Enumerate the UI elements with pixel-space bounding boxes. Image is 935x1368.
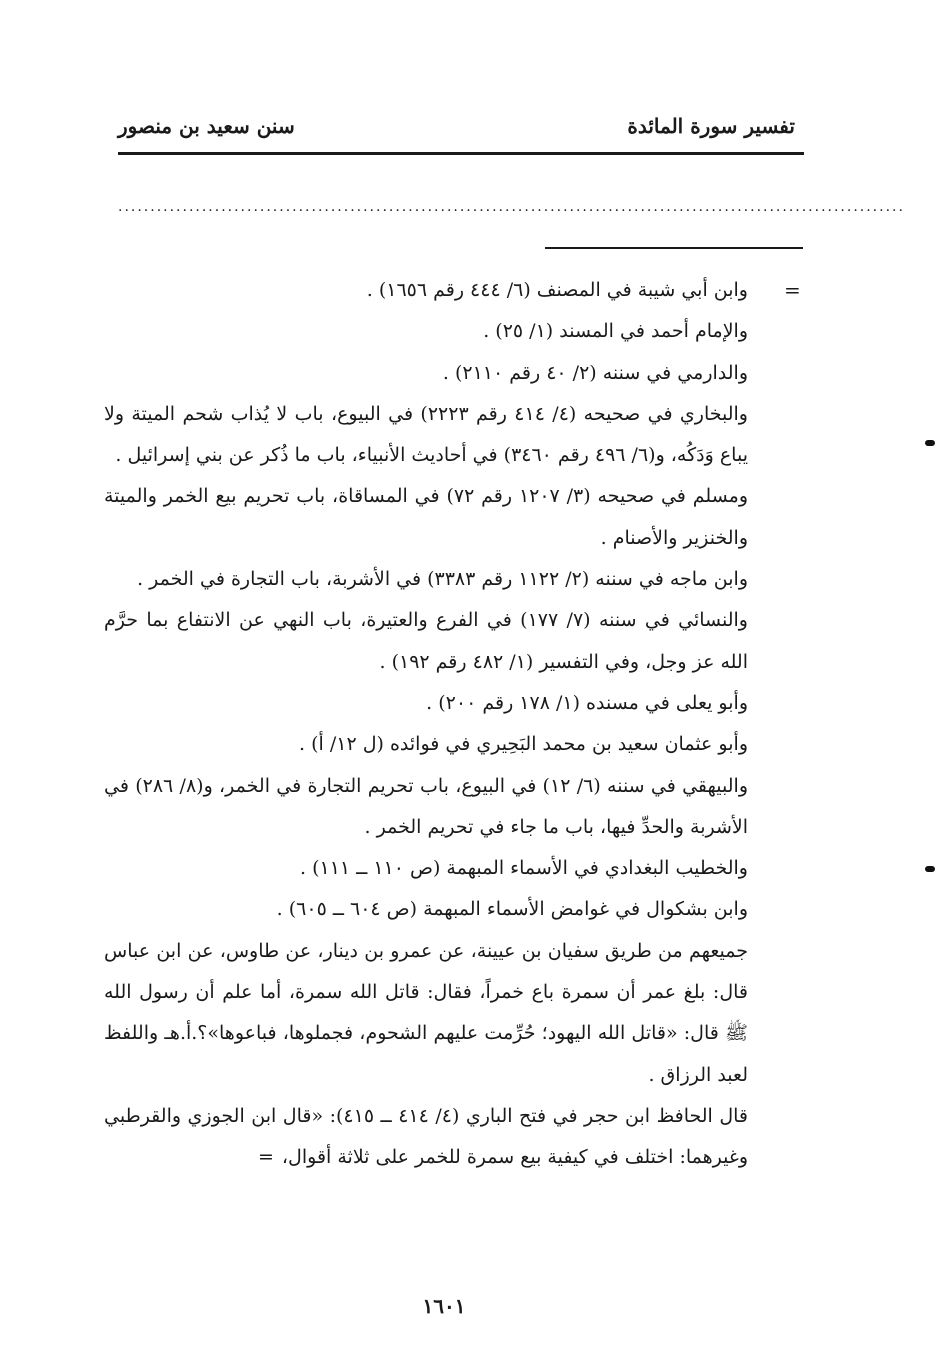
scan-edge-mark <box>925 866 935 872</box>
footnote-line: ومسلم في صحيحه (٣/ ١٢٠٧ رقم ٧٢) في المساقاة، باب تحريم بيع الخمر والميتة والخنزير والأصنام . <box>104 485 748 549</box>
footnote-line: جميعهم من طريق سفيان بن عيينة، عن عمرو بن دينار، عن طاوس، عن ابن عباس قال: بلغ عمر أن سمرة باع خمراً، فقال: قاتل الله سمرة، أما علم أن رسول الله ﷺ قال: «قاتل الله اليهود؛ حُرِّمت عليهم الشحوم، فجملوها، فباعوها»؟.أ.هـ واللفظ لعبد الرزاق . <box>104 939 748 1086</box>
footnote-line: والنسائي في سننه (٧/ ١٧٧) في الفرع والعتيرة، باب النهي عن الانتفاع بما حرَّم الله عز وجل، وفي التفسير (١/ ٤٨٢ رقم ١٩٢) . <box>104 609 748 673</box>
footnote-line: والإمام أحمد في المسند (١/ ٢٥) . <box>483 320 748 343</box>
footnote-text <box>104 270 748 1179</box>
dotted-separator: .......................................................................................................................... <box>118 199 905 215</box>
continuation-mark-top: = <box>784 278 801 302</box>
footnote-line-text: قال الحافظ ابن حجر في فتح الباري (٤/ ٤١٤ ــ ٤١٥): «قال ابن الجوزي والقرطبي وغيرهما: اختلف في كيفية بيع سمرة للخمر على ثلاثة أقوال، <box>104 1104 748 1169</box>
chapter-title: تفسير سورة المائدة <box>627 114 795 138</box>
footnote-line: وابن بشكوال في غوامض الأسماء المبهمة (ص ٦٠٤ ــ ٦٠٥) . <box>276 898 748 921</box>
header-rule <box>118 152 804 155</box>
book-title: سنن سعيد بن منصور <box>118 114 295 138</box>
footnote-rule <box>545 247 803 249</box>
footnote-line: والخطيب البغدادي في الأسماء المبهمة (ص ١١٠ ــ ١١١) . <box>299 857 748 880</box>
footnote-line: وابن أبي شيبة في المصنف (٦/ ٤٤٤ رقم ١٦٥٦) . <box>366 279 748 301</box>
footnote-line: والبخاري في صحيحه (٤/ ٤١٤ رقم ٢٢٢٣) في البيوع، باب لا يُذاب شحم الميتة ولا يباع وَدَكُه، و(٦/ ٤٩٦ رقم ٣٤٦٠) في أحاديث الأنبياء، باب ما ذُكر عن بني إسرائيل . <box>104 402 748 467</box>
page-number: ١٦٠١ <box>422 1294 466 1318</box>
footnote-line: والدارمي في سننه (٢/ ٤٠ رقم ٢١١٠) . <box>442 361 748 384</box>
footnote-line: وابن ماجه في سننه (٢/ ١١٢٢ رقم ٣٣٨٣) في الأشربة، باب التجارة في الخمر . <box>137 568 748 591</box>
footnote-line: وأبو يعلى في مسنده (١/ ١٧٨ رقم ٢٠٠) . <box>426 691 748 714</box>
scan-edge-mark <box>925 440 935 446</box>
footnote-line: والبيهقي في سننه (٦/ ١٢) في البيوع، باب تحريم التجارة في الخمر، و(٨/ ٢٨٦) في الأشربة والحدِّ فيها، باب ما جاء في تحريم الخمر . <box>104 774 749 838</box>
footnote-line: وأبو عثمان سعيد بن محمد البَحِيري في فوائده (ل ١٢/ أ) . <box>299 733 748 756</box>
continuation-mark-bottom: = <box>258 1146 274 1169</box>
footnote-line <box>104 1096 748 1179</box>
